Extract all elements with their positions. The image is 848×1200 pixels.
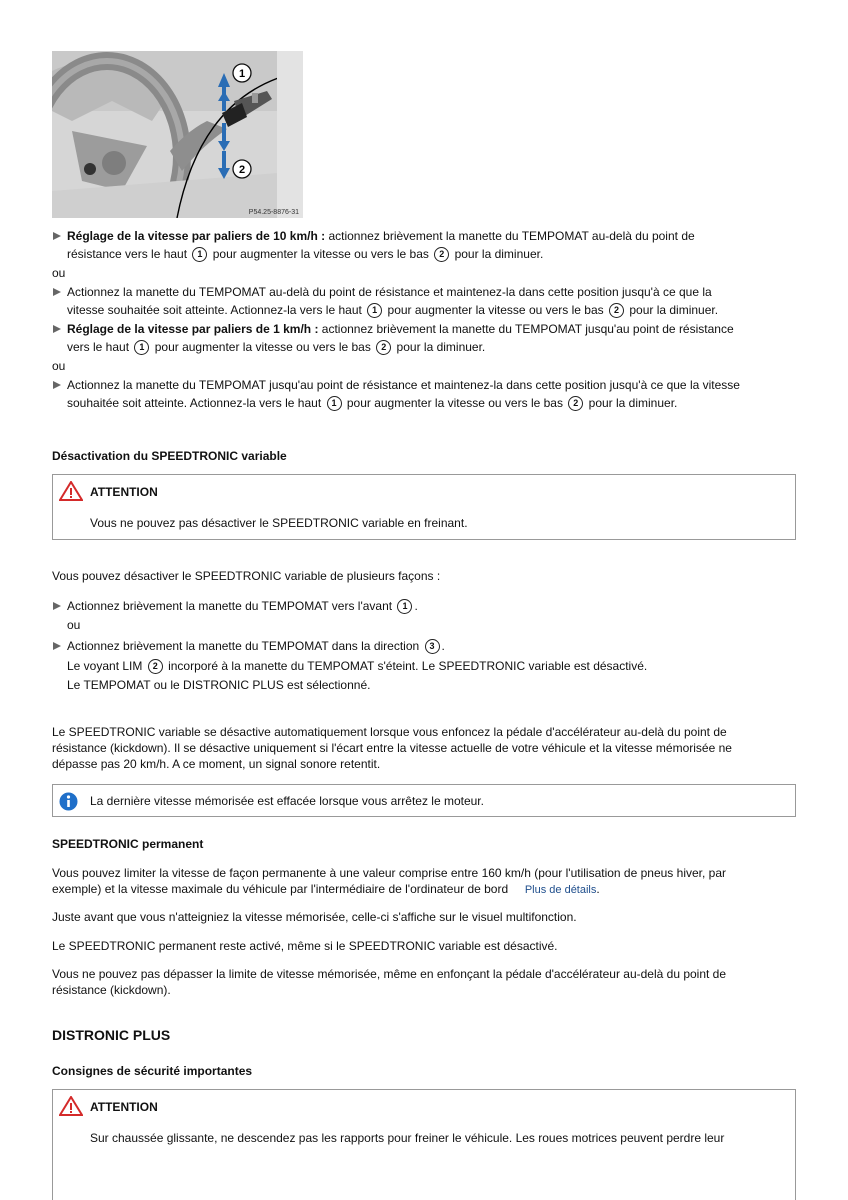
perm-p1-line2: exemple) et la vitesse maximale du véhicule par l'intermédiaire de l'ordinateur de bord Plus de détails. — [52, 882, 600, 896]
more-details-link[interactable]: Plus de détails — [524, 884, 597, 896]
hold1-line1: Actionnez la manette du TEMPOMAT jusqu'au point de résistance et maintenez-la dans cette position jusqu'à ce que la vitesse — [67, 378, 740, 392]
auto-line2: résistance (kickdown). Il se désactive uniquement si l'écart entre la vitesse actuelle de votre véhicule et la vitesse mémorisée ne — [52, 741, 732, 755]
deact-bullet-2-line3: Le TEMPOMAT ou le DISTRONIC PLUS est sélectionné. — [67, 678, 371, 692]
info-text: La dernière vitesse mémorisée est effacée lorsque vous arrêtez le moteur. — [90, 794, 484, 808]
bullet-arrow-icon — [53, 288, 61, 296]
figure-code: P54.25-8876-31 — [248, 209, 299, 216]
hold10-line2: vitesse souhaitée soit atteinte. Actionnez-la vers le haut 1 pour augmenter la vitesse ou vers le bas 2 pour la diminuer. — [67, 303, 719, 317]
steering-column-figure — [52, 51, 303, 218]
warning-triangle-icon — [59, 481, 83, 501]
deactivation-heading: Désactivation du SPEEDTRONIC variable — [52, 449, 287, 463]
steps1-line2: vers le haut 1 pour augmenter la vitesse ou vers le bas 2 pour la diminuer. — [67, 340, 486, 354]
steps10-line2: résistance vers le haut 1 pour augmenter la vitesse ou vers le bas 2 pour la diminuer. — [67, 247, 544, 261]
permanent-heading: SPEEDTRONIC permanent — [52, 837, 204, 851]
circle-3-icon: 3 — [425, 639, 440, 654]
deact-ou: ou — [67, 618, 81, 632]
attention-box — [52, 474, 796, 540]
circle-1-icon: 1 — [134, 340, 149, 355]
figure-label-2: 2 — [238, 164, 246, 176]
bullet-arrow-icon — [53, 642, 61, 650]
attention-box-2 — [52, 1089, 796, 1200]
deact-bullet-2: Actionnez brièvement la manette du TEMPOMAT dans la direction 3 . — [67, 639, 445, 653]
attention-text-2: Sur chaussée glissante, ne descendez pas les rapports pour freiner le véhicule. Les roues motrices peuvent perdre leur — [90, 1131, 725, 1145]
deact-bullet-1: Actionnez brièvement la manette du TEMPOMAT vers l'avant 1 . — [67, 599, 418, 613]
auto-line3: dépasse pas 20 km/h. A ce moment, un signal sonore retentit. — [52, 757, 381, 771]
ou-separator: ou — [52, 359, 66, 373]
hold10-line1: Actionnez la manette du TEMPOMAT au-delà du point de résistance et maintenez-la dans cette position jusqu'à ce que la — [67, 285, 712, 299]
circle-2-icon: 2 — [568, 396, 583, 411]
attention-text: Vous ne pouvez pas désactiver le SPEEDTRONIC variable en freinant. — [90, 516, 468, 530]
circle-2-icon: 2 — [609, 303, 624, 318]
perm-p1-line1: Vous pouvez limiter la vitesse de façon permanente à une valeur comprise entre 160 km/h (pour l'utilisation de pneus hiver, par — [52, 866, 726, 880]
auto-line1: Le SPEEDTRONIC variable se désactive automatiquement lorsque vous enfoncez la pédale d'accélérateur au-delà du point de — [52, 725, 727, 739]
circle-1-icon: 1 — [397, 599, 412, 614]
info-icon — [59, 792, 78, 811]
deact-bullet-2-line2: Le voyant LIM 2 incorporé à la manette du TEMPOMAT s'éteint. Le SPEEDTRONIC variable est désactivé. — [67, 659, 648, 673]
info-box — [52, 784, 796, 817]
ou-separator: ou — [52, 266, 66, 280]
deactivation-intro: Vous pouvez désactiver le SPEEDTRONIC variable de plusieurs façons : — [52, 569, 441, 583]
perm-p2: Juste avant que vous n'atteigniez la vitesse mémorisée, celle-ci s'affiche sur le visuel multifonction. — [52, 910, 577, 924]
hold1-line2: souhaitée soit atteinte. Actionnez-la vers le haut 1 pour augmenter la vitesse ou vers le bas 2 pour la diminuer. — [67, 396, 678, 410]
circle-2-icon: 2 — [434, 247, 449, 262]
bullet-arrow-icon — [53, 602, 61, 610]
circle-2-icon: 2 — [148, 659, 163, 674]
distronic-title: DISTRONIC PLUS — [52, 1027, 171, 1043]
attention-label: ATTENTION — [90, 485, 158, 499]
bullet-arrow-icon — [53, 232, 61, 240]
perm-p4-line1: Vous ne pouvez pas dépasser la limite de vitesse mémorisée, même en enfonçant la pédale d'accélérateur au-delà du point de — [52, 967, 727, 981]
attention-label-2: ATTENTION — [90, 1100, 158, 1114]
perm-p4-line2: résistance (kickdown). — [52, 983, 171, 997]
figure-label-1: 1 — [238, 68, 246, 80]
safety-heading: Consignes de sécurité importantes — [52, 1064, 253, 1078]
bullet-arrow-icon — [53, 381, 61, 389]
bullet-arrow-icon — [53, 325, 61, 333]
steps10-line1: Réglage de la vitesse par paliers de 10 km/h : actionnez brièvement la manette du TEMPOMAT au-delà du point de — [67, 229, 695, 243]
steps1-line1: Réglage de la vitesse par paliers de 1 km/h : actionnez brièvement la manette du TEMPOMAT jusqu'au point de résistance — [67, 322, 734, 336]
circle-1-icon: 1 — [327, 396, 342, 411]
circle-1-icon: 1 — [367, 303, 382, 318]
circle-2-icon: 2 — [376, 340, 391, 355]
perm-p3: Le SPEEDTRONIC permanent reste activé, même si le SPEEDTRONIC variable est désactivé. — [52, 939, 558, 953]
warning-triangle-icon — [59, 1096, 83, 1116]
circle-1-icon: 1 — [192, 247, 207, 262]
tempomat-lever-illustration — [52, 51, 303, 218]
